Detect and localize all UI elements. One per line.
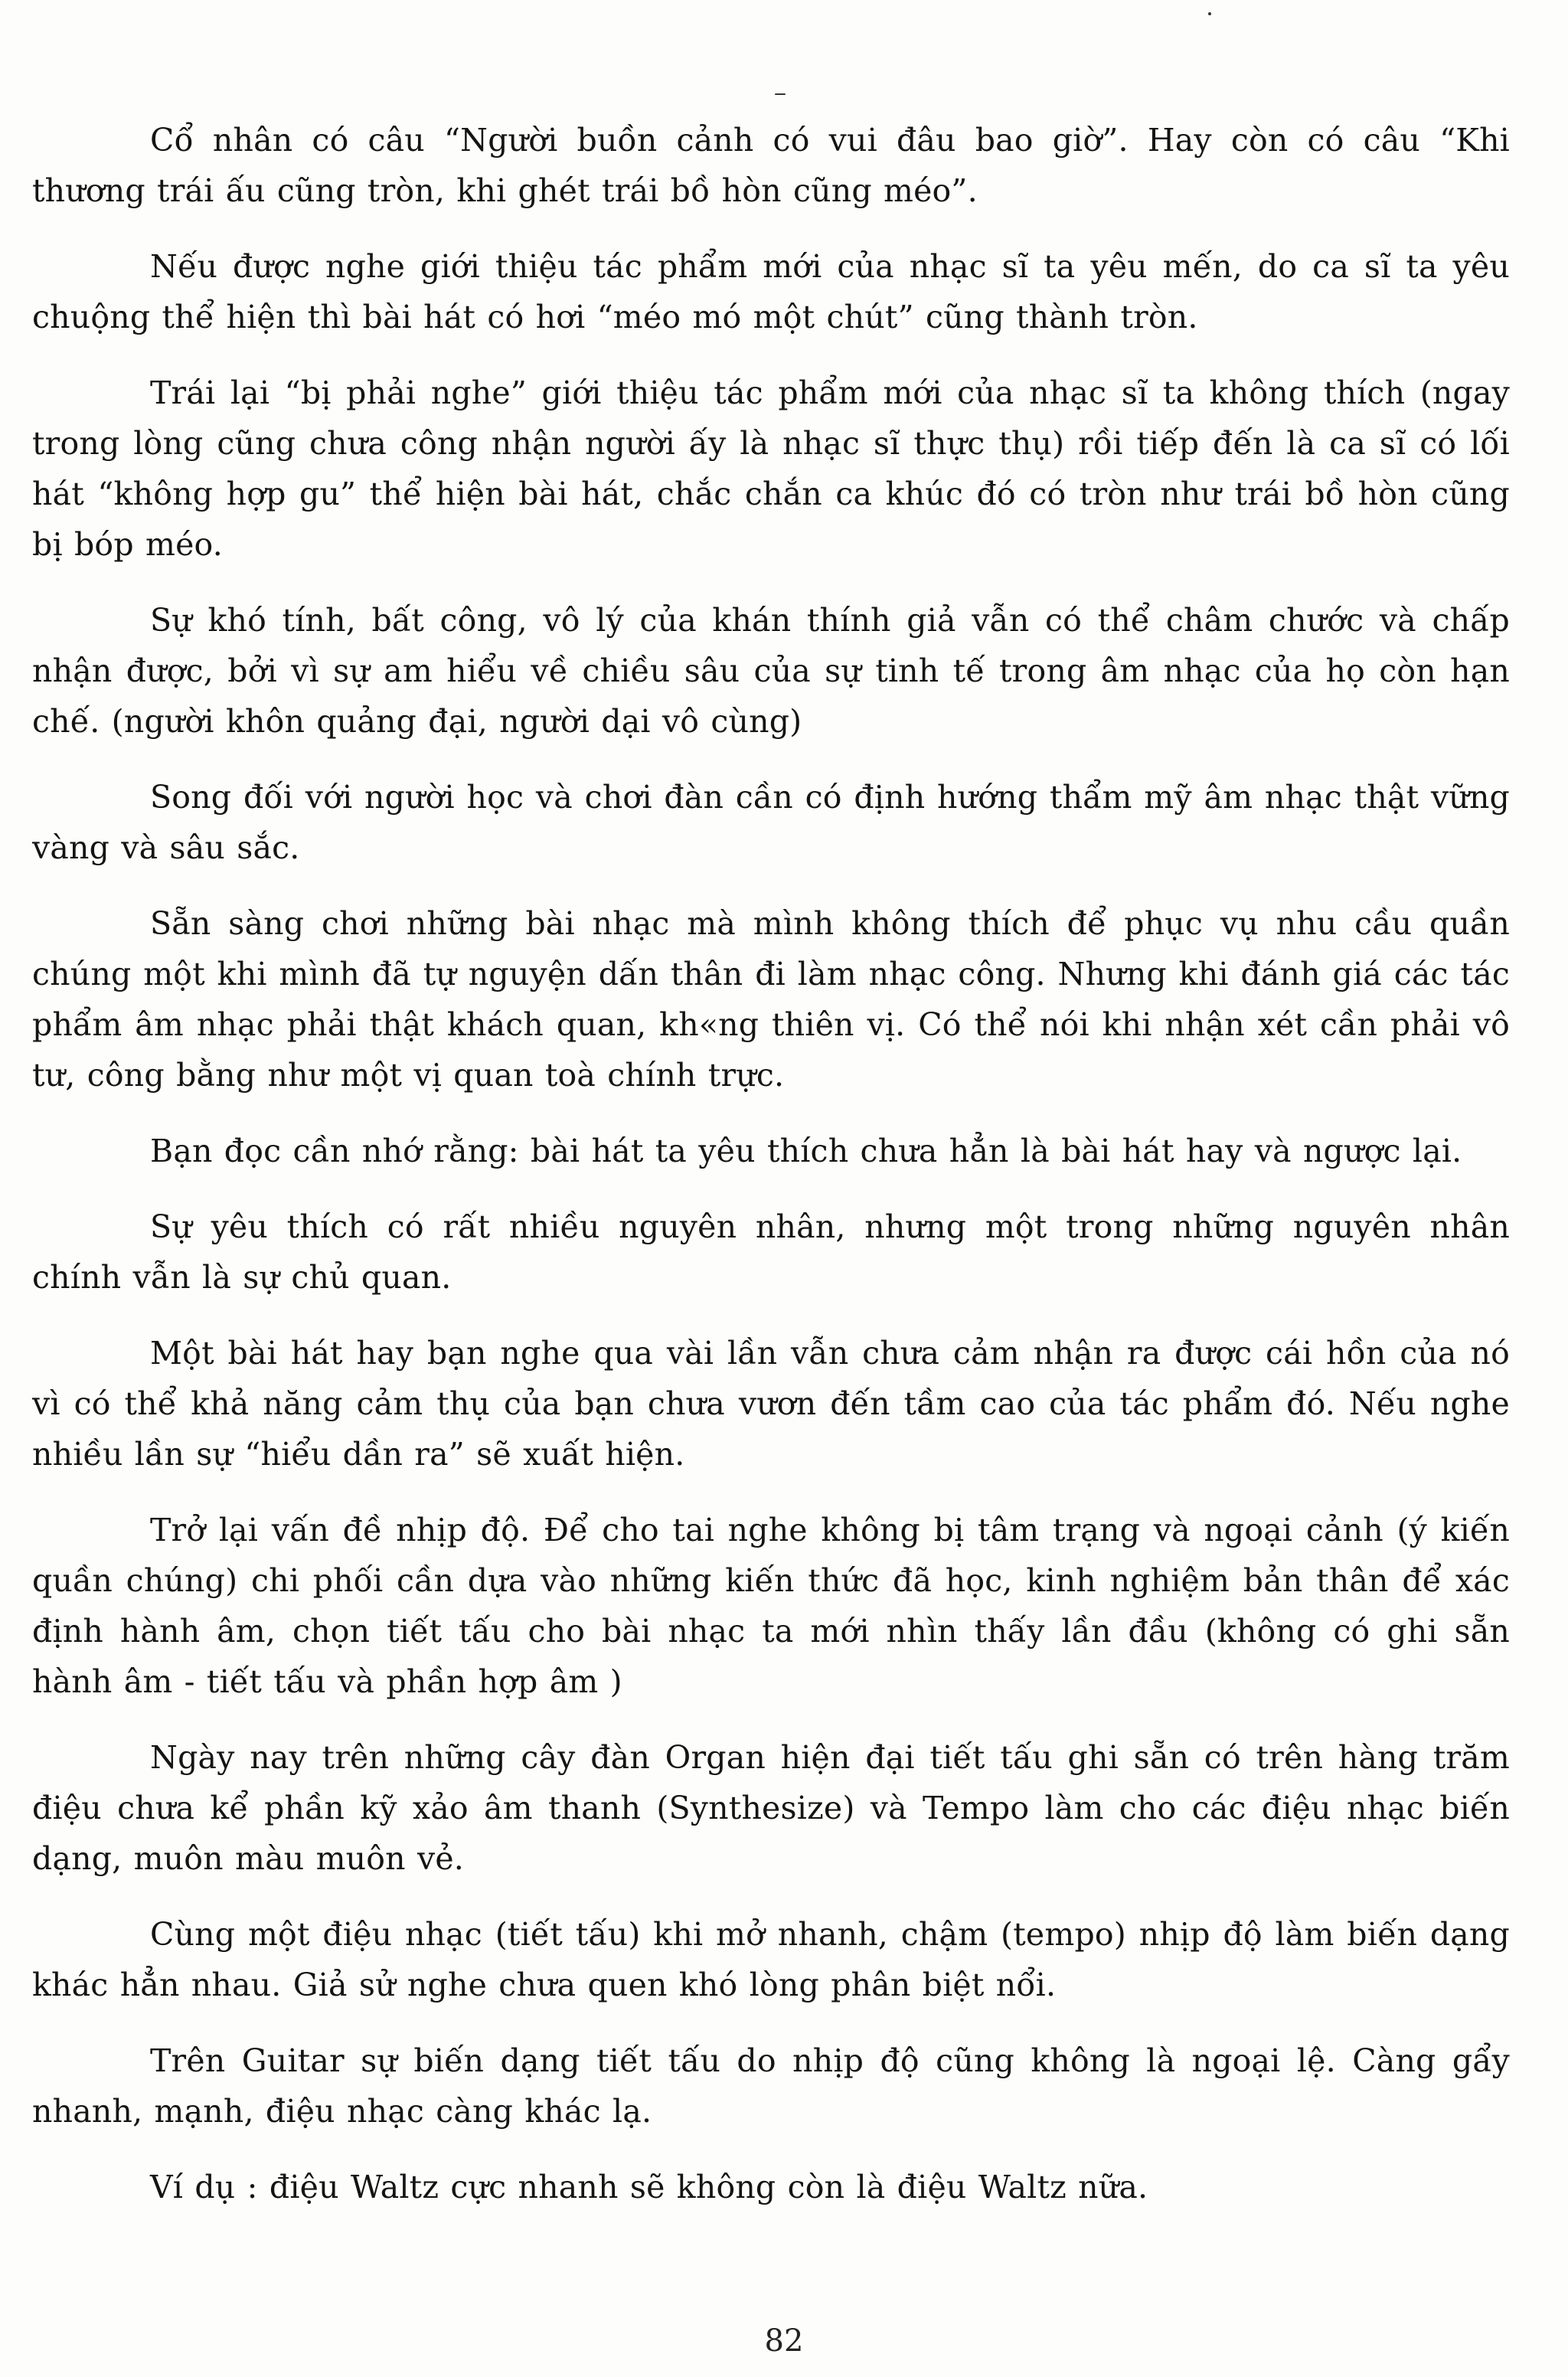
paragraph: Bạn đọc cần nhớ rằng: bài hát ta yêu thích chưa hẳn là bài hát hay và ngược lại. <box>150 1133 1462 1169</box>
paragraph: Song đối với người học và chơi đàn cần có định hướng thẩm mỹ âm nhạc thật vững vàng và sâu sắc. <box>32 779 1510 866</box>
paragraph: Trên Guitar sự biến dạng tiết tấu do nhịp độ cũng không là ngoại lệ. Càng gẩy nhanh, mạnh, điệu nhạc càng khác lạ. <box>32 2042 1510 2130</box>
paragraph: Sẵn sàng chơi những bài nhạc mà mình không thích để phục vụ nhu cầu quần chúng một khi mình đã tự nguyện dấn thân đi làm nhạc công. Nhưng khi đánh giá các tác phẩm âm nhạc phải thật khách quan, kh«ng thiên vị. Có thể nói khi nhận xét cần phải vô tư, công bằng như một vị quan toà chính trực. <box>32 905 1510 1094</box>
paragraph: Ví dụ : điệu Waltz cực nhanh sẽ không còn là điệu Waltz nữa. <box>150 2169 1148 2205</box>
body-text <box>32 115 1510 2238</box>
paragraph: Trở lại vấn đề nhịp độ. Để cho tai nghe không bị tâm trạng và ngoại cảnh (ý kiến quần chúng) chi phối cần dựa vào những kiến thức đã học, kinh nghiệm bản thân để xác định hành âm, chọn tiết tấu cho bài nhạc ta mới nhìn thấy lần đầu (không có ghi sẵn hành âm - tiết tấu và phần hợp âm ) <box>32 1512 1510 1700</box>
paragraph: Ngày nay trên những cây đàn Organ hiện đại tiết tấu ghi sẵn có trên hàng trăm điệu chưa kể phần kỹ xảo âm thanh (Synthesize) và Tempo làm cho các điệu nhạc biến dạng, muôn màu muôn vẻ. <box>32 1739 1510 1877</box>
paragraph: Trái lại “bị phải nghe” giới thiệu tác phẩm mới của nhạc sĩ ta không thích (ngay trong lòng cũng chưa công nhận người ấy là nhạc sĩ thực thụ) rồi tiếp đến là ca sĩ có lối hát “không hợp gu” thể hiện bài hát, chắc chắn ca khúc đó có tròn như trái bồ hòn cũng bị bóp méo. <box>32 374 1510 563</box>
scan-speck <box>1208 12 1211 15</box>
paragraph: Cùng một điệu nhạc (tiết tấu) khi mở nhanh, chậm (tempo) nhịp độ làm biến dạng khác hẳn nhau. Giả sử nghe chưa quen khó lòng phân biệt nổi. <box>32 1916 1510 2003</box>
paragraph: Một bài hát hay bạn nghe qua vài lần vẫn chưa cảm nhận ra được cái hồn của nó vì có thể khả năng cảm thụ của bạn chưa vươn đến tầm cao của tác phẩm đó. Nếu nghe nhiều lần sự “hiểu dần ra” sẽ xuất hiện. <box>32 1335 1510 1473</box>
paragraph: Cổ nhân có câu “Người buồn cảnh có vui đâu bao giờ”. Hay còn có câu “Khi thương trái ấu cũng tròn, khi ghét trái bồ hòn cũng méo”. <box>32 122 1510 209</box>
paragraph: Sự yêu thích có rất nhiều nguyên nhân, nhưng một trong những nguyên nhân chính vẫn là sự chủ quan. <box>32 1208 1510 1296</box>
page-number: 82 <box>764 2323 804 2359</box>
scan-speck <box>775 93 786 95</box>
paragraph: Sự khó tính, bất công, vô lý của khán thính giả vẫn có thể châm chước và chấp nhận được, bởi vì sự am hiểu về chiều sâu của sự tinh tế trong âm nhạc của họ còn hạn chế. (người khôn quảng đại, người dại vô cùng) <box>32 602 1510 740</box>
paragraph: Nếu được nghe giới thiệu tác phẩm mới của nhạc sĩ ta yêu mến, do ca sĩ ta yêu chuộng thể hiện thì bài hát có hơi “méo mó một chút” cũng thành tròn. <box>32 248 1510 335</box>
